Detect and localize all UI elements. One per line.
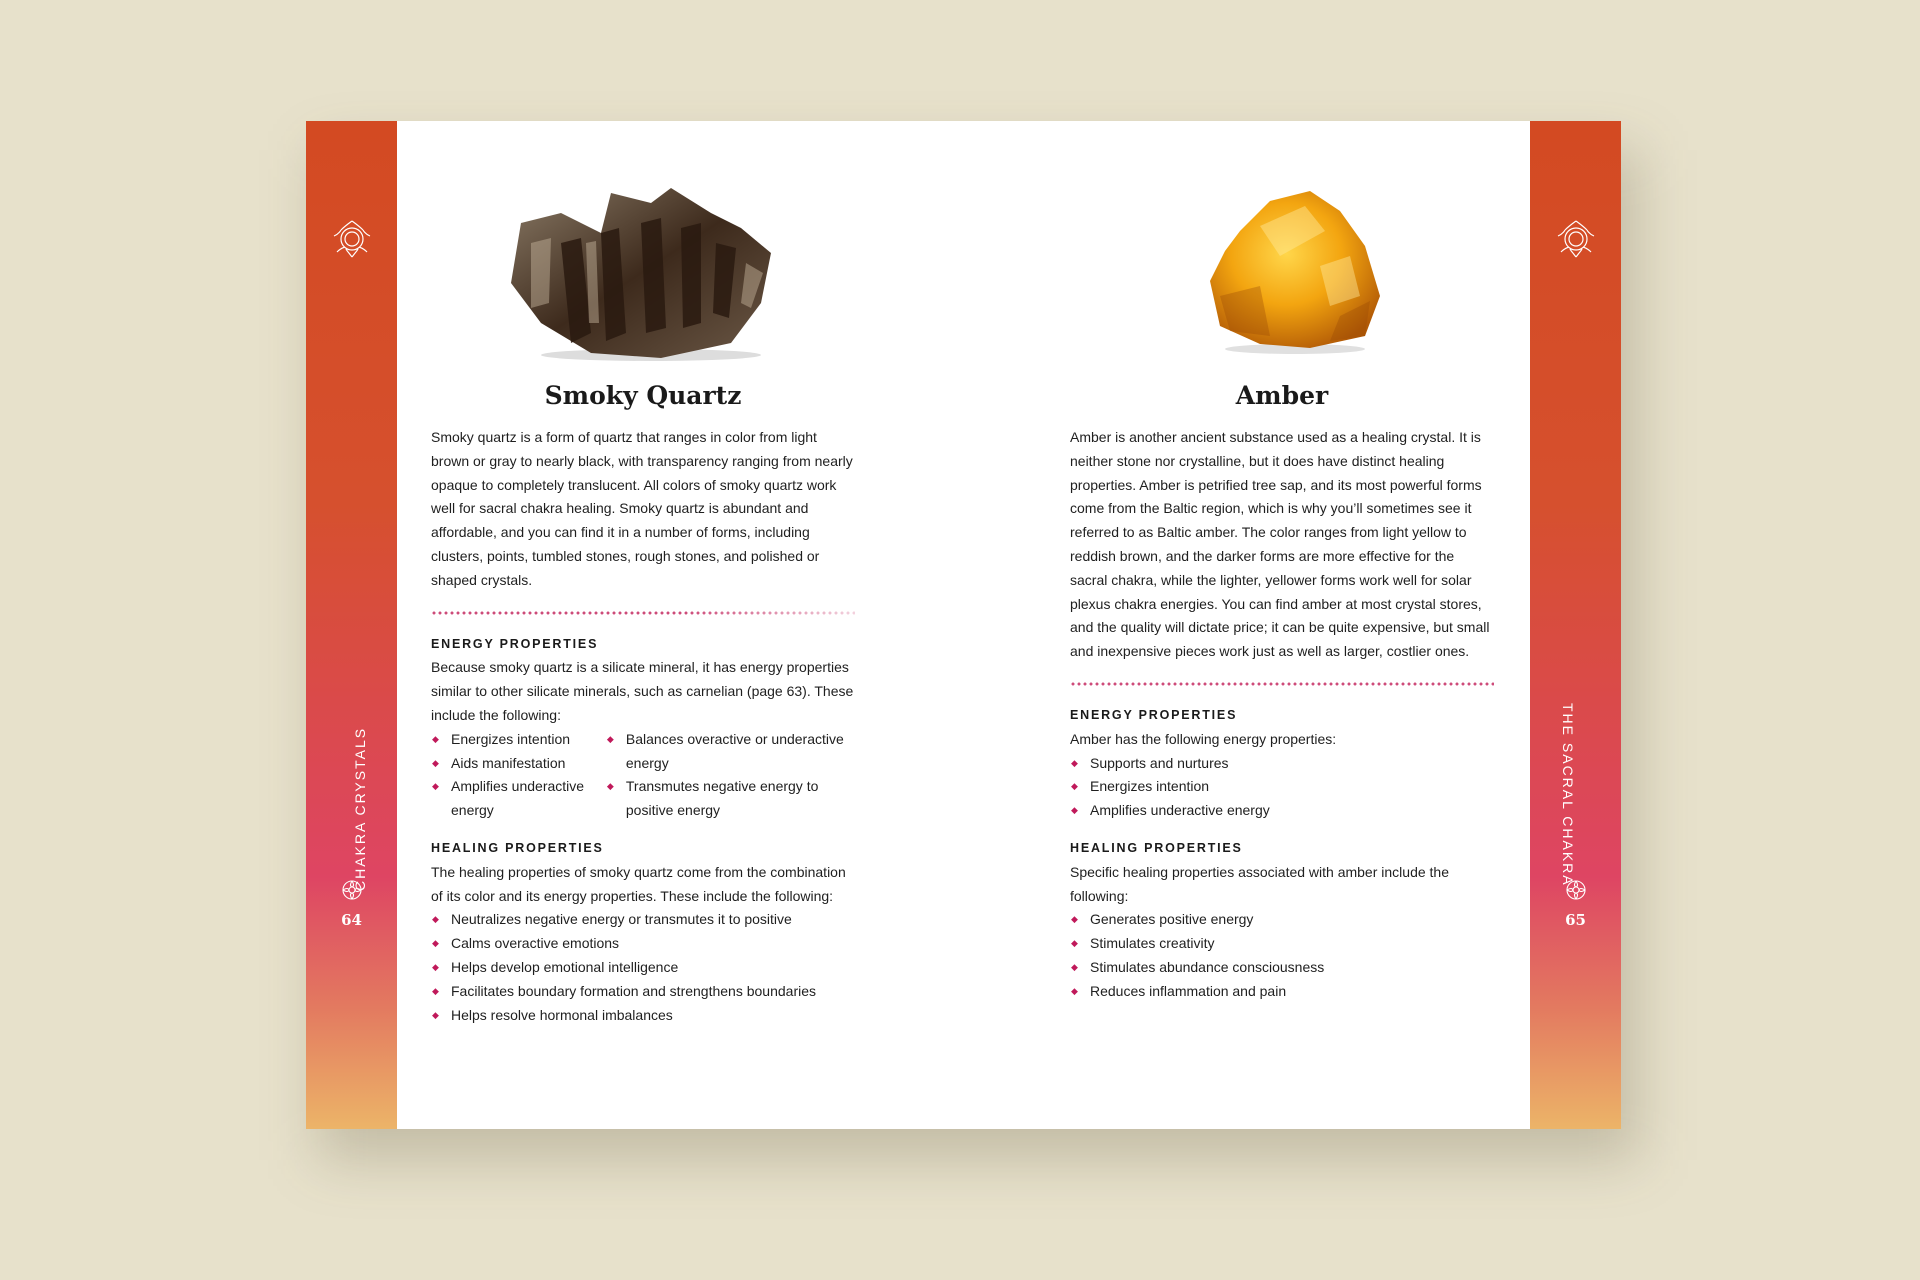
left-chapter-band [306, 121, 397, 1129]
decorative-divider [431, 609, 855, 617]
list-item: ◆ Reduces inflammation and pain [1070, 980, 1494, 1004]
right-running-head: THE SACRAL CHAKRA [1560, 703, 1576, 887]
decorative-divider [1070, 680, 1494, 688]
list-item: ◆ Calms overactive emotions [431, 932, 855, 956]
list-item: ◆ Amplifies underactive energy [1070, 799, 1494, 823]
left-page-body [431, 426, 855, 1027]
energy-properties-text: Amber has the following energy properties: [1070, 730, 1337, 747]
lotus-icon [341, 879, 363, 901]
list-item: ◆ Transmutes negative energy to positive energy [606, 775, 855, 823]
list-item: ◆ Amplifies underactive energy [431, 775, 606, 823]
book-spread [306, 121, 1621, 1129]
intro-paragraph: Amber is another ancient substance used as a healing crystal. It is neither stone nor crystalline, but it does have distinct healing properties. Amber is petrified tree sap, and its most powerful forms come from the Baltic region, which is why you’ll sometimes see it referred to as Baltic amber. The color ranges from light yellow to reddish brown, and the darker forms are more effective for the sacral chakra, while the lighter, yellower forms work well for solar plexus chakra energies. You can find amber at most crystal stores, and the quality will dictate price; it can be quite expensive, but small and inexpensive pieces work just as well as larger, costlier ones. [1070, 429, 1490, 660]
list-item: ◆ Aids manifestation [431, 752, 606, 776]
healing-properties-heading: HEALING PROPERTIES [1070, 840, 1243, 855]
list-item: ◆ Helps resolve hormonal imbalances [431, 1004, 855, 1028]
page-number-right: 65 [1565, 911, 1586, 929]
energy-properties-list [1070, 752, 1494, 823]
right-page-body [1070, 426, 1494, 1004]
list-item: ◆ Stimulates creativity [1070, 932, 1494, 956]
energy-properties-heading: ENERGY PROPERTIES [431, 636, 599, 651]
list-item: ◆ Neutralizes negative energy or transmutes it to positive [431, 908, 855, 932]
healing-properties-text: The healing properties of smoky quartz come from the combination of its color and its energy properties. These include the following: [431, 863, 846, 904]
smoky-quartz-image [501, 183, 791, 363]
healing-properties-list [431, 908, 855, 1027]
list-item: ◆ Facilitates boundary formation and strengthens boundaries [431, 980, 855, 1004]
list-item: ◆ Balances overactive or underactive energy [606, 728, 855, 776]
healing-properties-list [1070, 908, 1494, 1003]
list-item: ◆ Supports and nurtures [1070, 752, 1494, 776]
sacral-chakra-icon [329, 216, 375, 262]
crystal-title: Amber [1235, 381, 1329, 410]
list-item: ◆ Energizes intention [1070, 775, 1494, 799]
energy-properties-list [431, 728, 855, 823]
list-item: ◆ Stimulates abundance consciousness [1070, 956, 1494, 980]
page-number-left: 64 [341, 911, 362, 929]
healing-properties-heading: HEALING PROPERTIES [431, 840, 604, 855]
energy-properties-heading: ENERGY PROPERTIES [1070, 707, 1238, 722]
left-running-head: CHAKRA CRYSTALS [352, 726, 368, 891]
crystal-title: Smoky Quartz [544, 381, 742, 410]
list-item: ◆ Generates positive energy [1070, 908, 1494, 932]
healing-properties-text: Specific healing properties associated with amber include the following: [1070, 863, 1449, 904]
intro-paragraph: Smoky quartz is a form of quartz that ranges in color from light brown or gray to nearly black, with transparency ranging from nearly opaque to completely translucent. All colors of smoky quartz work well for sacral chakra healing. Smoky quartz is abundant and affordable, and you can find it in a number of forms, including clusters, points, tumbled stones, rough stones, and polished or shaped crystals. [431, 429, 853, 588]
lotus-icon [1565, 879, 1587, 901]
sacral-chakra-icon [1553, 216, 1599, 262]
amber-image [1200, 186, 1390, 356]
list-item: ◆ Helps develop emotional intelligence [431, 956, 855, 980]
right-chapter-band [1530, 121, 1621, 1129]
energy-properties-text: Because smoky quartz is a silicate mineral, it has energy properties similar to other silicate minerals, such as carnelian (page 63). These include the following: [431, 659, 854, 723]
list-item: ◆ Energizes intention [431, 728, 606, 752]
